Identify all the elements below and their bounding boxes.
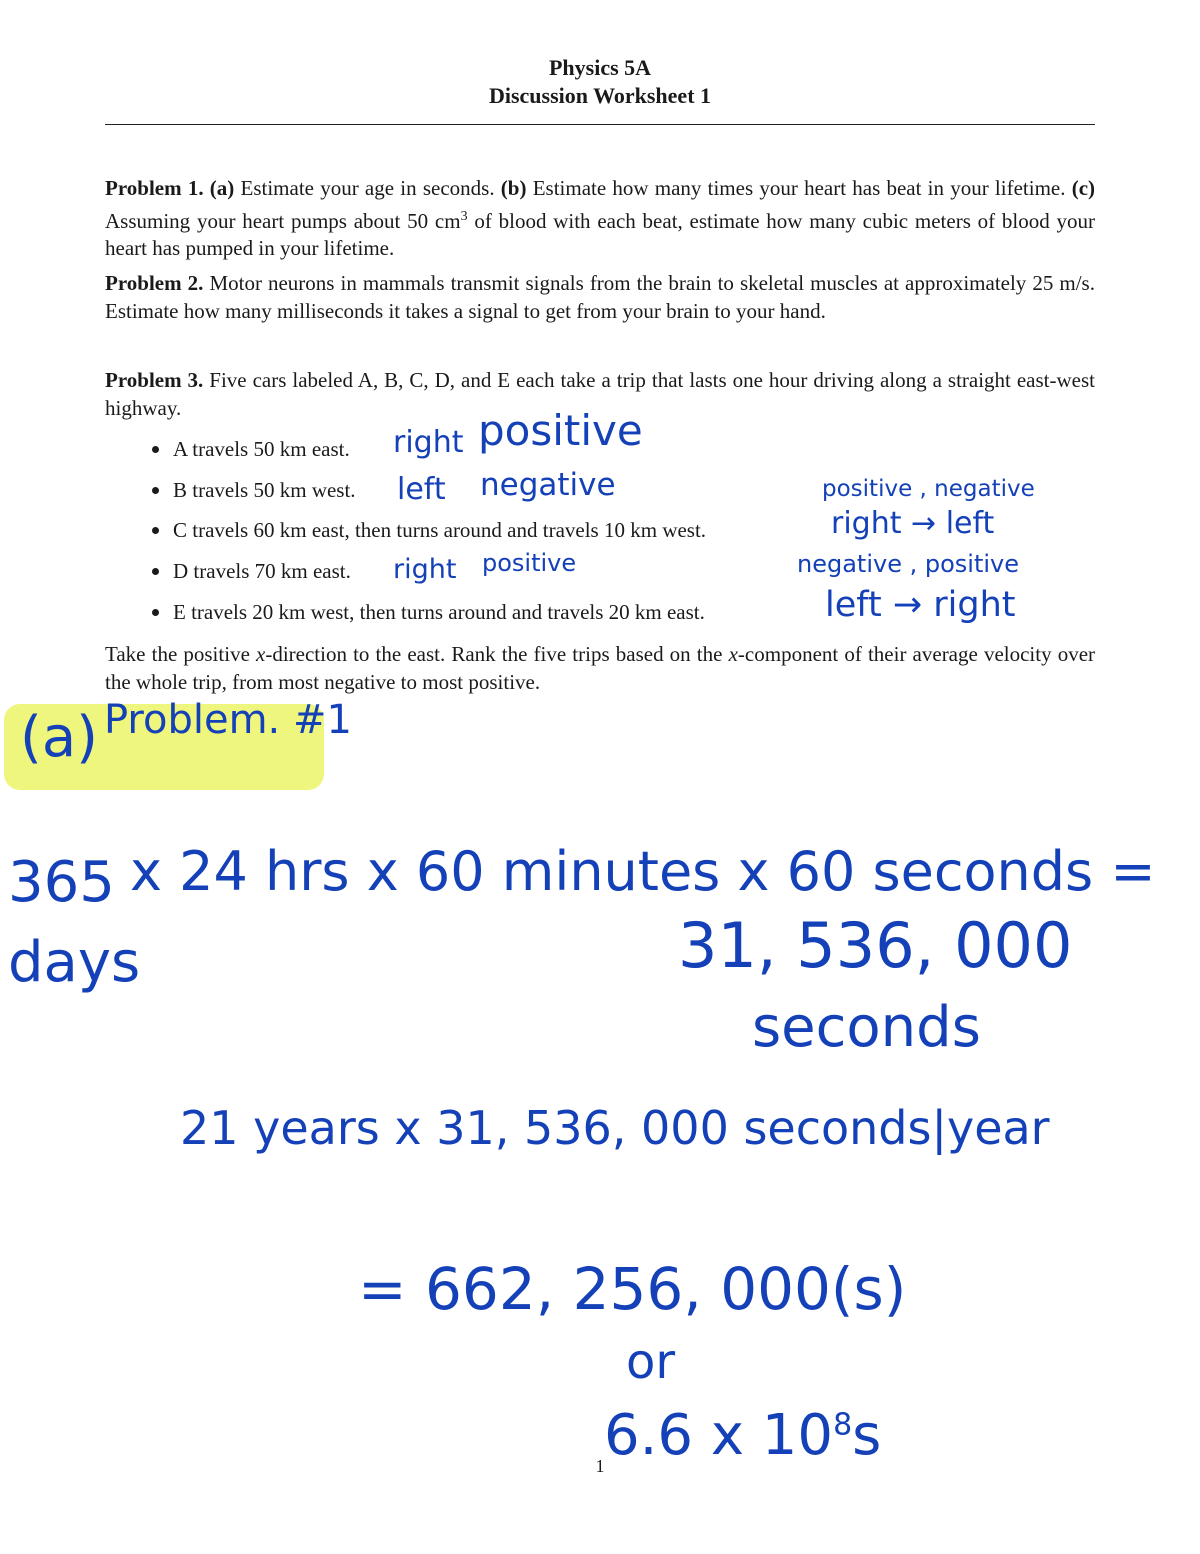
annotation-b-negative: negative [480,467,616,503]
problem-3-label: Problem 3. [105,368,204,392]
problem-3-closing [105,641,1095,696]
cubic-exponent: 3 [460,208,468,224]
work-line-1-days: days [8,930,141,995]
closing-text-middle: -direction to the east. Rank the five trips based on the [265,642,723,666]
part-a-label: (a) [209,176,235,200]
annotation-e-signs: negative , positive [797,550,1019,578]
worksheet-title: Discussion Worksheet 1 [488,83,712,108]
part-c-text: Assuming your heart pumps about 50 cm [105,208,461,233]
section-part-label: (a) [20,705,99,770]
work-result-unit: seconds [752,995,981,1060]
annotation-a-positive: positive [478,406,643,455]
bullet-text: C travels 60 km east, then turns around and travels 10 km west. [173,518,707,542]
bullet-car-a [152,436,350,463]
work-line-1: x 24 hrs x 60 minutes x 60 seconds = [130,840,1156,903]
closing-text-end: -component of their average velocity over the whole trip, from most negative to most positive. [105,642,1096,694]
bullet-text: B travels 50 km west. [173,478,356,502]
course-title: Physics 5A [548,55,652,80]
problem-2-label: Problem 2. [105,271,204,295]
part-c-text-rest: of blood with each beat, estimate how many cubic meters of blood your heart has pumped in your lifetime. [105,208,1096,260]
annotation-c-signs: positive , negative [822,476,1035,502]
annotation-a-right: right [393,425,464,460]
work-line-or: or [626,1334,676,1390]
bullet-text: E travels 20 km west, then turns around and travels 20 km east. [173,600,705,624]
page-number: 1 [595,1456,605,1476]
x-variable: x [728,642,738,666]
problem-3-text: Five cars labeled A, B, C, D, and E each take a trip that lasts one hour driving along a straight east-west highway. [105,368,1095,420]
scientific-unit: s [852,1403,882,1468]
part-c-label: (c) [1071,176,1096,200]
bullet-dot [152,487,159,494]
problem-2-text: Motor neurons in mammals transmit signals from the brain to skeletal muscles at approximately 25 m/s. Estimate how many milliseconds it takes a signal to get from your brain to your hand. [105,271,1095,323]
part-b-text: Estimate how many times your heart has beat in your lifetime. [532,176,1066,200]
part-b-label: (b) [500,176,527,200]
scientific-exponent: 8 [833,1407,853,1443]
work-line-1-number: 365 [8,850,115,915]
bullet-dot [152,446,159,453]
bullet-car-e [152,599,705,626]
part-a-text: Estimate your age in seconds. [240,176,495,200]
bullet-dot [152,568,159,575]
problem-1-label: Problem 1. [105,176,204,200]
closing-text: Take the positive [105,642,250,666]
bullet-dot [152,609,159,616]
annotation-e-direction: left → right [825,585,1016,625]
bullet-car-d [152,558,351,585]
section-title: Problem. #1 [104,697,352,743]
annotation-d-right: right [393,554,457,585]
bullet-car-c [152,517,706,544]
bullet-text: A travels 50 km east. [173,437,350,461]
work-result-seconds: 31, 536, 000 [678,909,1073,982]
header-divider [105,124,1095,125]
work-line-2: 21 years x 31, 536, 000 seconds|year [180,1101,1050,1155]
x-variable: x [256,642,266,666]
annotation-c-direction: right → left [831,506,995,541]
scientific-base: 6.6 x 10 [604,1403,834,1468]
bullet-car-b [152,477,356,504]
problem-2 [105,270,1095,325]
problem-1 [105,175,1095,263]
work-line-3: = 662, 256, 000(s) [358,1255,907,1323]
annotation-d-positive: positive [482,549,577,577]
annotation-b-left: left [397,472,446,507]
bullet-dot [152,527,159,534]
bullet-text: D travels 70 km east. [173,559,351,583]
